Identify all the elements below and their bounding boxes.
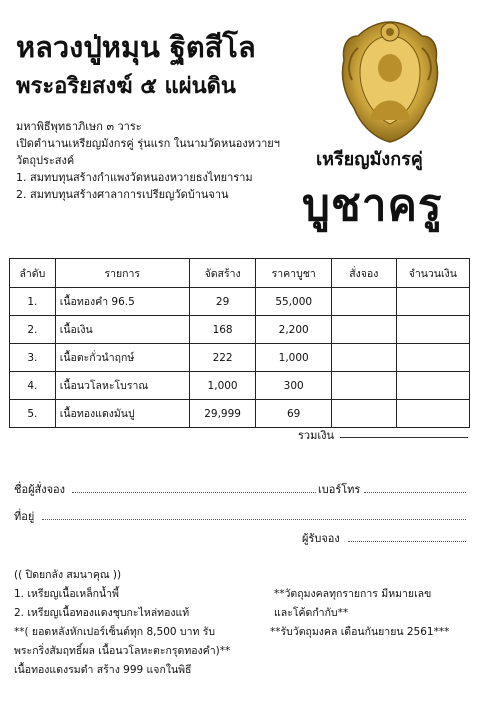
intro-line: วัตถุประสงค์ (16, 154, 75, 167)
row-no: 3. (10, 344, 56, 372)
phone-label: เบอร์โทร (318, 483, 361, 496)
col-header-qty: จัดสร้าง (189, 259, 256, 288)
table-row (10, 372, 470, 400)
row-no: 5. (10, 400, 56, 428)
row-price: 2,200 (256, 316, 332, 344)
col-header-price: ราคาบูชา (256, 259, 332, 288)
intro-block (16, 118, 280, 203)
pickup-note: **รับวัตถุมงคล เดือนกันยายน 2561*** (270, 626, 450, 638)
intro-line: มหาพิธีพุทธาภิเษก ๓ วาระ (16, 120, 142, 133)
row-amount-cell[interactable] (396, 400, 469, 428)
row-amount-cell[interactable] (396, 316, 469, 344)
col-header-amount: จำนวนเงิน (396, 259, 469, 288)
row-price: 300 (256, 372, 332, 400)
table-header-row (10, 259, 470, 288)
table-row (10, 316, 470, 344)
row-price: 55,000 (256, 288, 332, 316)
row-no: 2. (10, 316, 56, 344)
bonus-note: เนื้อทองแดงรมดำ สร้าง 999 แจกในพิธี (14, 664, 192, 676)
orderer-name-label: ชื่อผู้สั่งจอง (14, 483, 66, 496)
row-item: เนื้อตะกั่วนำฤกษ์ (55, 344, 189, 372)
table-row (10, 288, 470, 316)
address-label: ที่อยู่ (14, 510, 35, 523)
row-price: 1,000 (256, 344, 332, 372)
row-no: 1. (10, 288, 56, 316)
col-header-item: รายการ (55, 259, 189, 288)
row-qty: 1,000 (189, 372, 256, 400)
row-reserve-cell[interactable] (331, 372, 396, 400)
total-field[interactable] (340, 437, 468, 438)
bonus-item: 2. เหรียญเนื้อทองแดงชุบกะไหล่ทองแท้ (14, 607, 190, 619)
row-reserve-cell[interactable] (331, 316, 396, 344)
receiver-field[interactable] (348, 541, 466, 542)
row-price: 69 (256, 400, 332, 428)
intro-line: เปิดตำนานเหรียญมังกรคู่ รุ่นแรก ในนามวัดหนองหวายฯ (16, 137, 280, 150)
total-label: รวมเงิน (298, 429, 334, 442)
page-subtitle: พระอริยสงฆ์ ๕ แผ่นดิน (16, 74, 236, 99)
row-item: เนื้อนวโลหะโบราณ (55, 372, 189, 400)
row-amount-cell[interactable] (396, 344, 469, 372)
medal-image (340, 20, 440, 144)
row-item: เนื้อทองคำ 96.5 (55, 288, 189, 316)
table-row (10, 400, 470, 428)
intro-line: 2. สมทบทุนสร้างศาลาการเปรียญวัดบ้านจาน (16, 188, 229, 201)
row-qty: 168 (189, 316, 256, 344)
page-title: หลวงปู่หมุน ฐิตสีโล (16, 30, 256, 64)
order-table (9, 258, 470, 428)
intro-line: 1. สมทบทุนสร้างกำแพงวัดหนองหวายธงไทยาราม (16, 171, 253, 184)
bonus-heading: (( ปิดยกลัง สมนาคุณ )) (14, 569, 122, 581)
row-amount-cell[interactable] (396, 372, 469, 400)
row-item: เนื้อทองแดงมันปู (55, 400, 189, 428)
phone-field[interactable] (364, 492, 466, 493)
orderer-name-field[interactable] (72, 492, 316, 493)
col-header-no: ลำดับ (10, 259, 56, 288)
serial-note: และโค้ดกำกับ** (274, 607, 349, 619)
bonus-item: 1. เหรียญเนื้อเหล็กน้ำพี้ (14, 588, 119, 600)
bonus-note: **( ยอดหลังหักเปอร์เซ็นต์ทุก 8,500 บาท รับ (14, 626, 216, 638)
row-no: 4. (10, 372, 56, 400)
bonus-note: พระกริ่งสัมฤทธิ์ผล เนื้อนวโลหะตะกรุดทองคำ)** (14, 645, 231, 657)
coin-name: บูชาครู (302, 180, 443, 231)
row-reserve-cell[interactable] (331, 344, 396, 372)
row-reserve-cell[interactable] (331, 400, 396, 428)
row-item: เนื้อเงิน (55, 316, 189, 344)
row-qty: 29 (189, 288, 256, 316)
col-header-reserve: สั่งจอง (331, 259, 396, 288)
serial-note: **วัตถุมงคลทุกรายการ มีหมายเลข (274, 588, 432, 600)
row-qty: 222 (189, 344, 256, 372)
address-field[interactable] (42, 519, 466, 520)
row-amount-cell[interactable] (396, 288, 469, 316)
coin-label: เหรียญมังกรคู่ (316, 149, 423, 170)
row-qty: 29,999 (189, 400, 256, 428)
row-reserve-cell[interactable] (331, 288, 396, 316)
receiver-label: ผู้รับจอง (302, 532, 340, 545)
table-row (10, 344, 470, 372)
